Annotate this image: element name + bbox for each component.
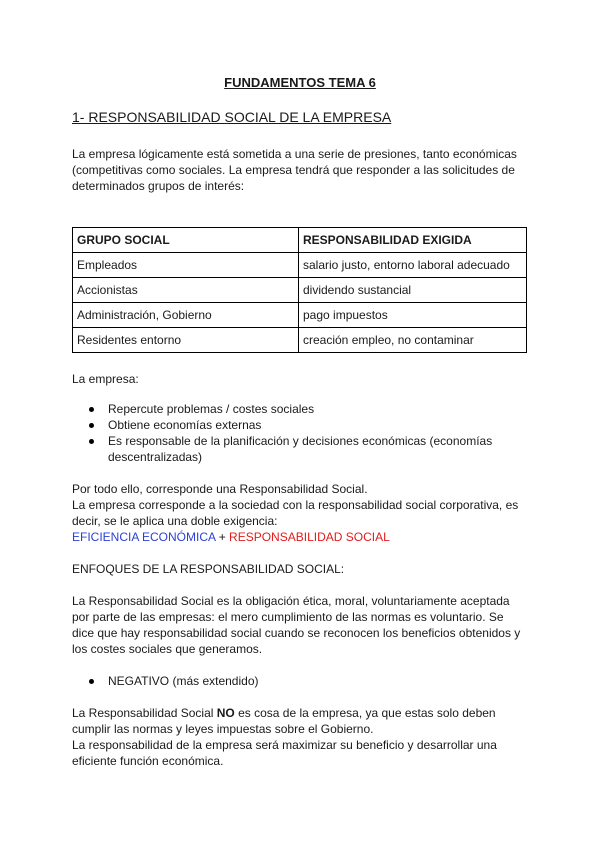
- social-responsibility-text: RESPONSABILIDAD SOCIAL: [229, 530, 390, 544]
- bullet-icon: [89, 423, 94, 428]
- responsibility-table: [72, 227, 527, 353]
- text-line: La Responsabilidad Social es la obligación ética, moral, voluntariamente aceptada: [72, 594, 510, 608]
- plus-operator: +: [215, 530, 230, 544]
- bold-no: NO: [216, 706, 235, 720]
- table-cell: dividendo sustancial: [299, 278, 527, 303]
- enfoques-heading: ENFOQUES DE LA RESPONSABILIDAD SOCIAL:: [72, 562, 345, 576]
- text-line: La Responsabilidad Social NO es cosa de la empresa, ya que estas solo deben: [72, 706, 496, 720]
- table-cell: Administración, Gobierno: [73, 303, 299, 328]
- text-line: eficiente función económica.: [72, 754, 224, 768]
- text-line: dice que hay responsabilidad social cuando se reconocen los beneficios obtenidos y: [72, 626, 521, 640]
- list-item: Es responsable de la planificación y decisiones económicas (economías descentralizadas): [72, 433, 512, 465]
- list-item: Repercute problemas / costes sociales: [72, 401, 512, 417]
- page-title: FUNDAMENTOS TEMA 6: [224, 75, 376, 90]
- intro-paragraph: [72, 146, 532, 194]
- table-row: [73, 328, 527, 353]
- table-row: [73, 278, 527, 303]
- enfoques-bullet-list: [72, 673, 512, 689]
- bullet-icon: [89, 407, 94, 412]
- text-line: Por todo ello, corresponde una Responsabilidad Social.: [72, 482, 368, 496]
- text-line: por parte de las empresas: el mero cumplimiento de las normas es voluntario. Se: [72, 610, 504, 624]
- list-item: Obtiene economías externas: [72, 417, 512, 433]
- table-header-row: [73, 228, 527, 253]
- conclusion-paragraph: [72, 481, 532, 545]
- formula-line: [72, 529, 532, 545]
- text-line: cumplir las normas y leyes impuestas sobre el Gobierno.: [72, 722, 374, 736]
- negativo-paragraph: [72, 705, 532, 769]
- column-header: GRUPO SOCIAL: [73, 228, 299, 253]
- text-line: determinados grupos de interés:: [72, 179, 245, 193]
- table-cell: Residentes entorno: [73, 328, 299, 353]
- text-line: La empresa corresponde a la sociedad con la responsabilidad social corporativa, es: [72, 498, 519, 512]
- text-line: (competitivas como sociales. La empresa tendrá que responder a las solicitudes de: [72, 163, 515, 177]
- table-row: [73, 303, 527, 328]
- table-row: [73, 253, 527, 278]
- list-item: NEGATIVO (más extendido): [72, 673, 512, 689]
- table-cell: salario justo, entorno laboral adecuado: [299, 253, 527, 278]
- economic-efficiency-text: EFICIENCIA ECONÓMICA: [72, 530, 216, 544]
- column-header: RESPONSABILIDAD EXIGIDA: [299, 228, 527, 253]
- text-line: los costes sociales que generamos.: [72, 642, 263, 656]
- table-cell: creación empleo, no contaminar: [299, 328, 527, 353]
- empresa-label: La empresa:: [72, 372, 139, 386]
- table-cell: Empleados: [73, 253, 299, 278]
- section-heading: 1- RESPONSABILIDAD SOCIAL DE LA EMPRESA: [72, 109, 392, 125]
- text-line: decir, se le aplica una doble exigencia:: [72, 514, 278, 528]
- bullet-icon: [89, 679, 94, 684]
- bullet-icon: [89, 439, 94, 444]
- table-cell: pago impuestos: [299, 303, 527, 328]
- text-line: La empresa lógicamente está sometida a una serie de presiones, tanto económicas: [72, 147, 517, 161]
- text-line: La responsabilidad de la empresa será maximizar su beneficio y desarrollar una: [72, 738, 497, 752]
- empresa-bullet-list: [72, 401, 512, 465]
- table-cell: Accionistas: [73, 278, 299, 303]
- enfoques-paragraph: [72, 593, 532, 657]
